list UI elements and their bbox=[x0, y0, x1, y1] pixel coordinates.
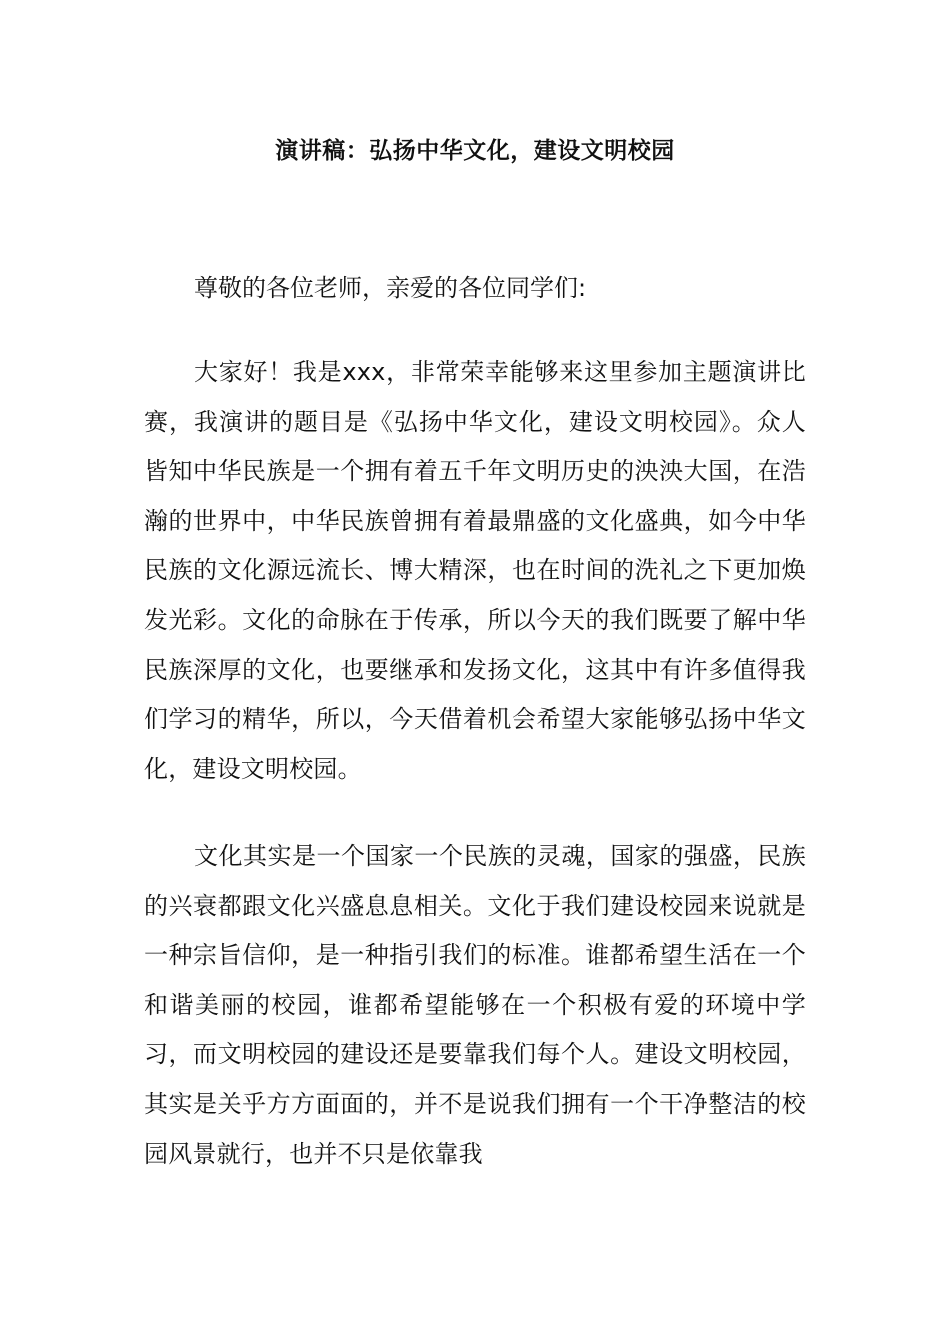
paragraph-intro: 大家好！我是xxx，非常荣幸能够来这里参加主题演讲比赛，我演讲的题目是《弘扬中华文化，建设文明校园》。众人皆知中华民族是一个拥有着五千年文明历史的泱泱大国，在浩瀚的世界中，中华民族曾拥有着最鼎盛的文化盛典，如今中华民族的文化源远流长、博大精深，也在时间的洗礼之下更加焕发光彩。文化的命脉在于传承，所以今天的我们既要了解中华民族深厚的文化，也要继承和发扬文化，这其中有许多值得我们学习的精华，所以，今天借着机会希望大家能够弘扬中华文化，建设文明校园。 bbox=[144, 358, 806, 783]
paragraph-culture: 文化其实是一个国家一个民族的灵魂，国家的强盛，民族的兴衰都跟文化兴盛息息相关。文化于我们建设校园来说就是一种宗旨信仰，是一种指引我们的标准。谁都希望生活在一个和谐美丽的校园，谁都希望能够在一个积极有爱的环境中学习，而文明校园的建设还是要靠我们每个人。建设文明校园，其实是关乎方方面面的，并不是说我们拥有一个干净整洁的校园风景就行，也并不只是依靠我 bbox=[144, 842, 806, 1168]
salutation: 尊敬的各位老师，亲爱的各位同学们: bbox=[194, 274, 587, 302]
document-title: 演讲稿：弘扬中华文化，建设文明校园 bbox=[275, 138, 675, 164]
